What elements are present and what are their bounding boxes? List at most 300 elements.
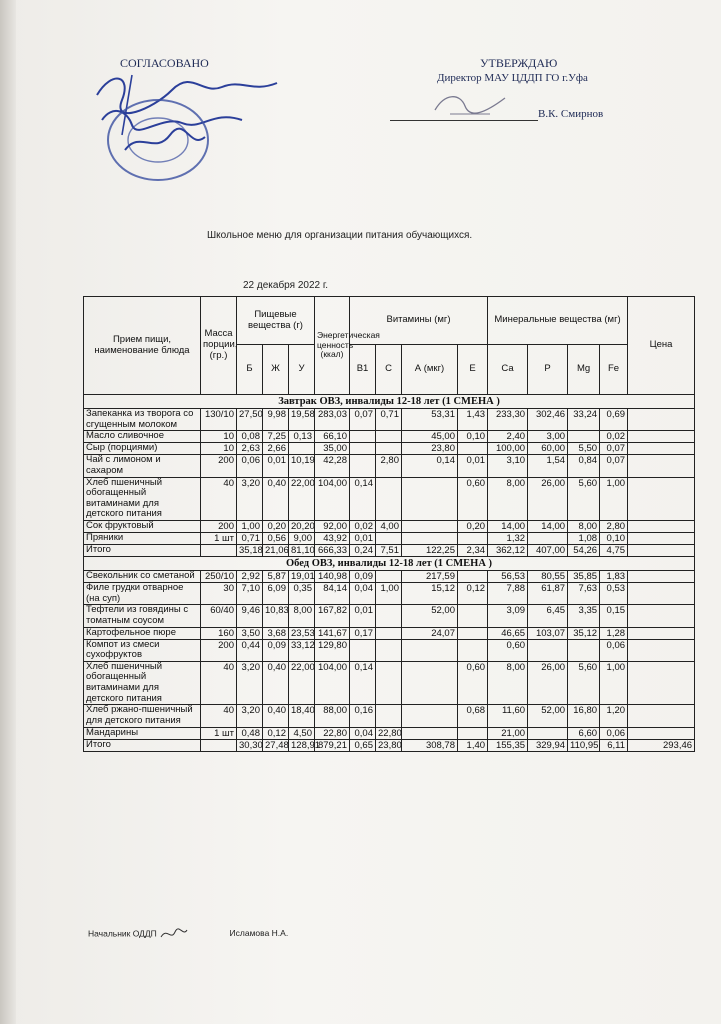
table-cell bbox=[628, 583, 695, 605]
table-cell: 43,92 bbox=[315, 533, 350, 545]
table-cell: 6,11 bbox=[600, 739, 628, 751]
table-cell: 1,40 bbox=[458, 739, 488, 751]
table-cell: 1,43 bbox=[458, 409, 488, 431]
dish-name: Итого bbox=[84, 739, 201, 751]
table-cell bbox=[402, 727, 458, 739]
table-cell: 84,14 bbox=[315, 583, 350, 605]
table-cell: 4,50 bbox=[289, 727, 315, 739]
table-cell: 0,56 bbox=[263, 533, 289, 545]
table-cell: 200 bbox=[201, 521, 237, 533]
table-cell bbox=[568, 639, 600, 661]
table-cell: 33,24 bbox=[568, 409, 600, 431]
table-cell: 0,60 bbox=[458, 661, 488, 705]
table-cell: 7,25 bbox=[263, 431, 289, 443]
col-nutrients: Пищевые вещества (г) bbox=[237, 297, 315, 345]
table-cell: 1 шт bbox=[201, 533, 237, 545]
table-cell: 1,28 bbox=[600, 627, 628, 639]
table-cell: 100,00 bbox=[488, 443, 528, 455]
table-cell: 0,44 bbox=[237, 639, 263, 661]
col-dish: Прием пищи, наименование блюда bbox=[84, 297, 201, 395]
table-cell: 1,83 bbox=[600, 571, 628, 583]
table-cell bbox=[628, 705, 695, 727]
table-cell: 40 bbox=[201, 477, 237, 521]
dish-name: Хлеб пшеничный обогащенный витаминами для детского питания bbox=[84, 477, 201, 521]
table-cell: 2,66 bbox=[263, 443, 289, 455]
table-cell: 30 bbox=[201, 583, 237, 605]
table-cell: 66,10 bbox=[315, 431, 350, 443]
table-cell: 362,12 bbox=[488, 545, 528, 557]
table-cell: 19,01 bbox=[289, 571, 315, 583]
table-cell: 3,35 bbox=[568, 605, 600, 627]
table-cell: 1 шт bbox=[201, 727, 237, 739]
table-cell bbox=[350, 455, 376, 477]
table-cell bbox=[628, 545, 695, 557]
agreed-heading: СОГЛАСОВАНО bbox=[120, 56, 209, 70]
table-cell: 129,80 bbox=[315, 639, 350, 661]
table-cell: 60/40 bbox=[201, 605, 237, 627]
table-cell: 1,00 bbox=[376, 583, 402, 605]
table-cell: 8,00 bbox=[568, 521, 600, 533]
table-cell: 0,71 bbox=[237, 533, 263, 545]
table-cell: 10 bbox=[201, 443, 237, 455]
table-cell bbox=[458, 639, 488, 661]
table-cell: 19,58 bbox=[289, 409, 315, 431]
col-b1: В1 bbox=[350, 345, 376, 395]
table-cell bbox=[528, 639, 568, 661]
table-cell: 53,31 bbox=[402, 409, 458, 431]
table-row bbox=[84, 639, 695, 661]
table-cell: 0,71 bbox=[376, 409, 402, 431]
table-cell: 0,20 bbox=[458, 521, 488, 533]
table-cell bbox=[458, 533, 488, 545]
col-fat: Ж bbox=[263, 345, 289, 395]
table-cell bbox=[628, 661, 695, 705]
table-cell: 4,75 bbox=[600, 545, 628, 557]
table-cell: 233,30 bbox=[488, 409, 528, 431]
table-cell: 61,87 bbox=[528, 583, 568, 605]
table-cell bbox=[568, 431, 600, 443]
table-cell: 0,53 bbox=[600, 583, 628, 605]
footer-signature bbox=[88, 927, 288, 941]
table-cell bbox=[458, 443, 488, 455]
table-cell: 46,65 bbox=[488, 627, 528, 639]
table-cell: 27,50 bbox=[237, 409, 263, 431]
dish-name: Итого bbox=[84, 545, 201, 557]
table-row bbox=[84, 661, 695, 705]
table-cell bbox=[628, 627, 695, 639]
col-minerals: Минеральные вещества (мг) bbox=[488, 297, 628, 345]
table-row bbox=[84, 521, 695, 533]
table-cell: 35,12 bbox=[568, 627, 600, 639]
table-cell: 293,46 bbox=[628, 739, 695, 751]
table-cell: 0,40 bbox=[263, 705, 289, 727]
table-cell: 3,10 bbox=[488, 455, 528, 477]
table-cell bbox=[376, 443, 402, 455]
signature-line bbox=[390, 120, 538, 121]
table-cell bbox=[458, 627, 488, 639]
table-cell: 42,28 bbox=[315, 455, 350, 477]
table-cell: 3,09 bbox=[488, 605, 528, 627]
dish-name: Тефтели из говядины с томатным соусом bbox=[84, 605, 201, 627]
table-cell bbox=[528, 533, 568, 545]
table-cell: 0,14 bbox=[350, 661, 376, 705]
section-header-row bbox=[84, 557, 695, 571]
col-energy: Энергетическая ценность (ккал) bbox=[315, 297, 350, 395]
footer-position: Начальник ОДДП bbox=[88, 928, 157, 939]
table-cell: 155,35 bbox=[488, 739, 528, 751]
table-row bbox=[84, 605, 695, 627]
table-cell: 21,06 bbox=[263, 545, 289, 557]
menu-table bbox=[83, 296, 695, 752]
table-cell: 22,00 bbox=[289, 661, 315, 705]
table-cell bbox=[402, 477, 458, 521]
table-cell: 3,50 bbox=[237, 627, 263, 639]
section-header-row bbox=[84, 395, 695, 409]
table-row bbox=[84, 443, 695, 455]
table-cell: 0,14 bbox=[350, 477, 376, 521]
approve-heading: УТВЕРЖДАЮ bbox=[480, 56, 558, 70]
table-cell: 8,00 bbox=[488, 661, 528, 705]
table-cell bbox=[628, 521, 695, 533]
table-row bbox=[84, 571, 695, 583]
menu-body bbox=[84, 395, 695, 752]
table-cell bbox=[458, 727, 488, 739]
table-cell: 8,00 bbox=[289, 605, 315, 627]
table-cell: 0,69 bbox=[600, 409, 628, 431]
table-cell: 6,09 bbox=[263, 583, 289, 605]
table-cell: 10,19 bbox=[289, 455, 315, 477]
table-cell: 11,60 bbox=[488, 705, 528, 727]
dish-name: Сыр (порциями) bbox=[84, 443, 201, 455]
table-cell: 6,45 bbox=[528, 605, 568, 627]
table-cell: 35,00 bbox=[315, 443, 350, 455]
table-cell: 0,40 bbox=[263, 477, 289, 521]
table-cell: 0,48 bbox=[237, 727, 263, 739]
table-cell: 250/10 bbox=[201, 571, 237, 583]
table-cell bbox=[350, 443, 376, 455]
table-cell: 0,35 bbox=[289, 583, 315, 605]
dish-name: Мандарины bbox=[84, 727, 201, 739]
table-cell: 122,25 bbox=[402, 545, 458, 557]
table-cell: 16,80 bbox=[568, 705, 600, 727]
table-cell: 1,08 bbox=[568, 533, 600, 545]
table-cell: 308,78 bbox=[402, 739, 458, 751]
table-cell: 0,02 bbox=[600, 431, 628, 443]
table-cell: 54,26 bbox=[568, 545, 600, 557]
table-cell bbox=[402, 533, 458, 545]
table-cell: 0,60 bbox=[458, 477, 488, 521]
col-a: А (мкг) bbox=[402, 345, 458, 395]
table-cell: 24,07 bbox=[402, 627, 458, 639]
table-cell: 14,00 bbox=[528, 521, 568, 533]
table-cell bbox=[376, 477, 402, 521]
table-cell: 0,04 bbox=[350, 727, 376, 739]
table-cell: 128,91 bbox=[289, 739, 315, 751]
table-cell: 27,48 bbox=[263, 739, 289, 751]
table-cell: 21,00 bbox=[488, 727, 528, 739]
col-vitamins: Витамины (мг) bbox=[350, 297, 488, 345]
table-cell: 5,50 bbox=[568, 443, 600, 455]
table-cell: 879,21 bbox=[315, 739, 350, 751]
table-cell: 141,67 bbox=[315, 627, 350, 639]
table-cell: 33,12 bbox=[289, 639, 315, 661]
table-cell: 3,00 bbox=[528, 431, 568, 443]
table-cell bbox=[376, 627, 402, 639]
table-row bbox=[84, 545, 695, 557]
table-cell: 329,94 bbox=[528, 739, 568, 751]
dish-name: Запеканка из творога со сгущенным молоком bbox=[84, 409, 201, 431]
table-cell bbox=[376, 705, 402, 727]
table-cell: 2,92 bbox=[237, 571, 263, 583]
table-cell: 2,80 bbox=[376, 455, 402, 477]
table-cell: 0,17 bbox=[350, 627, 376, 639]
document-title: Школьное меню для организации питания обучающихся. bbox=[207, 230, 473, 241]
table-cell bbox=[628, 431, 695, 443]
table-cell: 10 bbox=[201, 431, 237, 443]
table-cell: 23,80 bbox=[376, 739, 402, 751]
table-cell: 15,12 bbox=[402, 583, 458, 605]
table-cell: 8,00 bbox=[488, 477, 528, 521]
col-ca: Са bbox=[488, 345, 528, 395]
table-cell bbox=[628, 477, 695, 521]
table-cell: 200 bbox=[201, 639, 237, 661]
table-cell: 3,20 bbox=[237, 661, 263, 705]
table-cell: 0,65 bbox=[350, 739, 376, 751]
table-cell: 0,06 bbox=[600, 639, 628, 661]
table-cell: 104,00 bbox=[315, 477, 350, 521]
table-cell: 22,80 bbox=[376, 727, 402, 739]
table-cell bbox=[350, 431, 376, 443]
table-cell bbox=[628, 533, 695, 545]
table-cell: 0,09 bbox=[350, 571, 376, 583]
table-cell: 0,15 bbox=[600, 605, 628, 627]
table-cell: 0,24 bbox=[350, 545, 376, 557]
table-cell bbox=[350, 639, 376, 661]
table-cell bbox=[458, 605, 488, 627]
table-row bbox=[84, 533, 695, 545]
table-cell: 1,00 bbox=[600, 661, 628, 705]
table-cell: 130/10 bbox=[201, 409, 237, 431]
table-cell: 1,20 bbox=[600, 705, 628, 727]
table-cell: 7,88 bbox=[488, 583, 528, 605]
table-cell bbox=[376, 533, 402, 545]
table-cell: 5,87 bbox=[263, 571, 289, 583]
table-cell bbox=[376, 605, 402, 627]
table-cell: 666,33 bbox=[315, 545, 350, 557]
section-title: Завтрак ОВЗ, инвалиды 12-18 лет (1 СМЕНА ) bbox=[84, 395, 695, 409]
table-cell: 0,12 bbox=[458, 583, 488, 605]
table-cell: 217,59 bbox=[402, 571, 458, 583]
menu-date: 22 декабря 2022 г. bbox=[243, 280, 329, 291]
table-cell: 0,60 bbox=[488, 639, 528, 661]
director-title: Директор МАУ ЦДДП ГО г.Уфа bbox=[437, 72, 588, 84]
table-cell: 0,04 bbox=[350, 583, 376, 605]
table-cell: 104,00 bbox=[315, 661, 350, 705]
table-row bbox=[84, 627, 695, 639]
dish-name: Картофельное пюре bbox=[84, 627, 201, 639]
table-cell: 35,85 bbox=[568, 571, 600, 583]
table-cell: 26,00 bbox=[528, 477, 568, 521]
dish-name: Хлеб ржано-пшеничный для детского питания bbox=[84, 705, 201, 727]
table-cell: 0,01 bbox=[350, 533, 376, 545]
table-cell: 7,10 bbox=[237, 583, 263, 605]
col-protein: Б bbox=[237, 345, 263, 395]
table-cell: 30,30 bbox=[237, 739, 263, 751]
col-mass: Масса порции, (гр.) bbox=[201, 297, 237, 395]
table-cell: 35,18 bbox=[237, 545, 263, 557]
table-cell: 23,80 bbox=[402, 443, 458, 455]
table-cell bbox=[402, 521, 458, 533]
table-row bbox=[84, 455, 695, 477]
table-cell bbox=[289, 443, 315, 455]
table-cell: 0,01 bbox=[458, 455, 488, 477]
table-cell: 5,60 bbox=[568, 661, 600, 705]
col-mg: Mg bbox=[568, 345, 600, 395]
table-cell: 0,09 bbox=[263, 639, 289, 661]
table-cell bbox=[628, 571, 695, 583]
footer-name: Исламова Н.А. bbox=[229, 928, 289, 939]
table-cell bbox=[402, 661, 458, 705]
table-cell bbox=[458, 571, 488, 583]
table-cell: 22,00 bbox=[289, 477, 315, 521]
table-row bbox=[84, 431, 695, 443]
table-cell: 0,20 bbox=[263, 521, 289, 533]
table-row bbox=[84, 409, 695, 431]
table-cell bbox=[376, 639, 402, 661]
table-cell: 7,51 bbox=[376, 545, 402, 557]
table-cell: 6,60 bbox=[568, 727, 600, 739]
table-cell: 40 bbox=[201, 705, 237, 727]
table-cell: 9,00 bbox=[289, 533, 315, 545]
table-cell: 0,06 bbox=[237, 455, 263, 477]
table-cell: 52,00 bbox=[528, 705, 568, 727]
table-cell bbox=[628, 409, 695, 431]
table-row bbox=[84, 727, 695, 739]
col-c: С bbox=[376, 345, 402, 395]
table-cell bbox=[402, 705, 458, 727]
director-signature-icon bbox=[430, 88, 510, 120]
table-cell bbox=[402, 639, 458, 661]
table-cell bbox=[628, 727, 695, 739]
table-cell: 2,40 bbox=[488, 431, 528, 443]
table-cell: 0,13 bbox=[289, 431, 315, 443]
table-cell bbox=[628, 455, 695, 477]
dish-name: Пряники bbox=[84, 533, 201, 545]
table-cell: 45,00 bbox=[402, 431, 458, 443]
table-cell: 26,00 bbox=[528, 661, 568, 705]
table-cell bbox=[628, 443, 695, 455]
dish-name: Сок фруктовый bbox=[84, 521, 201, 533]
table-cell: 81,10 bbox=[289, 545, 315, 557]
table-cell: 0,14 bbox=[402, 455, 458, 477]
table-cell: 20,20 bbox=[289, 521, 315, 533]
table-cell: 167,82 bbox=[315, 605, 350, 627]
table-cell: 0,07 bbox=[600, 455, 628, 477]
section-title: Обед ОВЗ, инвалиды 12-18 лет (1 СМЕНА ) bbox=[84, 557, 695, 571]
table-cell bbox=[628, 639, 695, 661]
table-cell: 40 bbox=[201, 661, 237, 705]
table-cell: 0,08 bbox=[237, 431, 263, 443]
table-cell: 7,63 bbox=[568, 583, 600, 605]
table-cell: 1,00 bbox=[237, 521, 263, 533]
table-cell: 2,80 bbox=[600, 521, 628, 533]
table-cell: 88,00 bbox=[315, 705, 350, 727]
table-row bbox=[84, 583, 695, 605]
col-fe: Fe bbox=[600, 345, 628, 395]
table-cell: 9,98 bbox=[263, 409, 289, 431]
dish-name: Свекольник со сметаной bbox=[84, 571, 201, 583]
footer-signature-icon bbox=[159, 927, 189, 941]
table-cell: 14,00 bbox=[488, 521, 528, 533]
table-cell: 0,07 bbox=[350, 409, 376, 431]
table-cell bbox=[201, 739, 237, 751]
dish-name: Масло сливочное bbox=[84, 431, 201, 443]
table-cell bbox=[376, 661, 402, 705]
table-cell: 18,40 bbox=[289, 705, 315, 727]
table-cell: 283,03 bbox=[315, 409, 350, 431]
table-cell: 0,10 bbox=[600, 533, 628, 545]
table-cell: 2,34 bbox=[458, 545, 488, 557]
table-cell: 140,98 bbox=[315, 571, 350, 583]
table-cell: 22,80 bbox=[315, 727, 350, 739]
table-cell: 4,00 bbox=[376, 521, 402, 533]
table-row bbox=[84, 739, 695, 751]
table-row bbox=[84, 705, 695, 727]
table-cell: 160 bbox=[201, 627, 237, 639]
table-cell: 3,20 bbox=[237, 705, 263, 727]
table-cell: 1,00 bbox=[600, 477, 628, 521]
table-cell: 0,16 bbox=[350, 705, 376, 727]
table-cell: 0,84 bbox=[568, 455, 600, 477]
table-cell: 0,12 bbox=[263, 727, 289, 739]
table-row bbox=[84, 477, 695, 521]
table-cell: 103,07 bbox=[528, 627, 568, 639]
table-cell: 0,40 bbox=[263, 661, 289, 705]
table-cell bbox=[628, 605, 695, 627]
col-e: Е bbox=[458, 345, 488, 395]
table-cell: 0,01 bbox=[263, 455, 289, 477]
round-stamp-icon bbox=[100, 95, 220, 185]
table-cell bbox=[376, 571, 402, 583]
table-cell: 0,06 bbox=[600, 727, 628, 739]
table-cell: 60,00 bbox=[528, 443, 568, 455]
table-cell: 1,54 bbox=[528, 455, 568, 477]
table-cell: 5,60 bbox=[568, 477, 600, 521]
table-cell: 92,00 bbox=[315, 521, 350, 533]
col-price: Цена bbox=[628, 297, 695, 395]
table-cell: 9,46 bbox=[237, 605, 263, 627]
table-cell bbox=[376, 431, 402, 443]
dish-name: Филе грудки отварное (на суп) bbox=[84, 583, 201, 605]
table-cell: 407,00 bbox=[528, 545, 568, 557]
table-cell: 0,68 bbox=[458, 705, 488, 727]
table-cell: 23,53 bbox=[289, 627, 315, 639]
table-cell: 0,10 bbox=[458, 431, 488, 443]
table-cell: 0,02 bbox=[350, 521, 376, 533]
table-cell: 56,53 bbox=[488, 571, 528, 583]
dish-name: Чай с лимоном и сахаром bbox=[84, 455, 201, 477]
table-cell: 3,20 bbox=[237, 477, 263, 521]
table-cell: 2,63 bbox=[237, 443, 263, 455]
table-cell: 80,55 bbox=[528, 571, 568, 583]
table-cell: 302,46 bbox=[528, 409, 568, 431]
table-cell: 0,07 bbox=[600, 443, 628, 455]
table-cell: 0,01 bbox=[350, 605, 376, 627]
table-cell: 1,32 bbox=[488, 533, 528, 545]
dish-name: Хлеб пшеничный обогащенный витаминами для детского питания bbox=[84, 661, 201, 705]
table-cell: 10,83 bbox=[263, 605, 289, 627]
table-cell: 52,00 bbox=[402, 605, 458, 627]
